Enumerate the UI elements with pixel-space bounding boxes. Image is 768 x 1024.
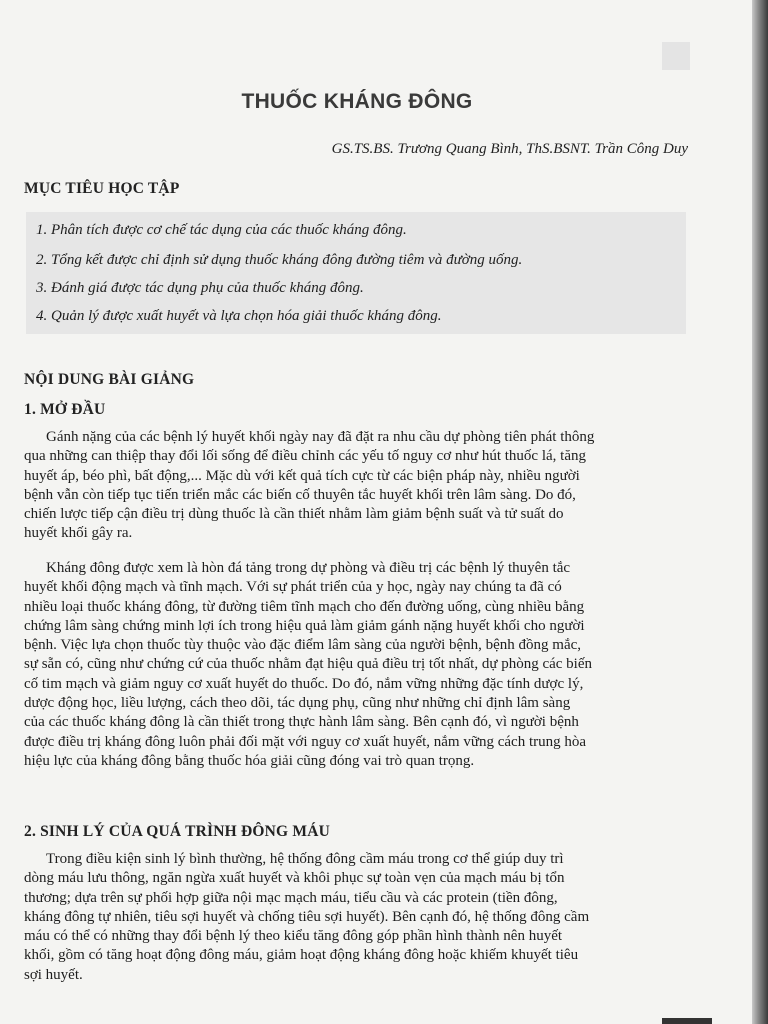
text-line: cố tim mạch và giảm nguy cơ xuất huyết do thuốc. Do đó, nắm vững những đặc tính dược lý,	[24, 675, 584, 692]
objective-item: 3. Đánh giá được tác dụng phụ của thuốc kháng đông.	[36, 280, 364, 296]
text-line: chứng lâm sàng chứng minh lợi ích trong hiệu quả làm giảm gánh nặng huyết khối cho người	[24, 617, 585, 634]
text-line: khối, gồm có tăng hoạt động đông máu, giảm hoạt động kháng đông hoặc khiếm khuyết tiêu	[24, 947, 579, 964]
objectives-heading: MỤC TIÊU HỌC TẬP	[24, 180, 180, 197]
page-corner-mark	[662, 42, 690, 70]
section-2-paragraph-1	[24, 850, 688, 985]
page-title: THUỐC KHÁNG ĐÔNG	[241, 90, 473, 113]
page-bottom-mark	[662, 1018, 712, 1024]
text-line: bệnh. Việc lựa chọn thuốc tùy thuộc vào đặc điểm lâm sàng của người bệnh, bệnh đồng mắc,	[24, 637, 582, 654]
section-1-paragraph-1	[24, 428, 688, 544]
objective-item: 2. Tổng kết được chỉ định sử dụng thuốc kháng đông đường tiêm và đường uống.	[36, 252, 523, 268]
section-2-heading: 2. SINH LÝ CỦA QUÁ TRÌNH ĐÔNG MÁU	[24, 823, 331, 840]
text-line: Kháng đông được xem là hòn đá tảng trong dự phòng và điều trị các bệnh lý thuyên tắc	[46, 560, 571, 576]
text-line: hiệu lực của kháng đông bằng thuốc hóa giải cũng đóng vai trò quan trọng.	[24, 752, 475, 769]
objective-item: 4. Quản lý được xuất huyết và lựa chọn hóa giải thuốc kháng đông.	[36, 308, 442, 324]
objective-item: 1. Phân tích được cơ chế tác dụng của các thuốc kháng đông.	[36, 222, 407, 238]
text-line: bệnh vẫn còn tiếp tục tiến triển mắc các biến cố thuyên tắc huyết khối trên lâm sàng. Do đó,	[24, 486, 576, 503]
text-line: thương; dựa trên sự phối hợp giữa nội mạc mạch máu, tiểu cầu và các protein (tiền đông,	[24, 889, 558, 906]
text-line: Gánh nặng của các bệnh lý huyết khối ngày nay đã đặt ra nhu cầu dự phòng tiên phát thông	[46, 429, 595, 445]
text-line: sự sẵn có, cũng như chứng cứ của thuốc nhằm đạt hiệu quả điều trị tốt nhất, dự phòng các biến	[24, 656, 593, 673]
text-line: qua những can thiệp thay đổi lối sống để điều chỉnh các yếu tố nguy cơ như hút thuốc lá, tăng	[24, 448, 586, 465]
book-spine-edge	[752, 0, 768, 1024]
text-line: kháng đông tự nhiên, tiêu sợi huyết và chống tiêu sợi huyết). Bên cạnh đó, hệ thống đông cầm	[24, 908, 590, 925]
objectives-box	[26, 212, 686, 334]
text-line: dòng máu lưu thông, ngăn ngừa xuất huyết và khôi phục sự toàn vẹn của mạch máu bị tổn	[24, 870, 565, 887]
text-line: máu có thể có những thay đổi bệnh lý theo kiểu tăng đông góp phần hình thành nên huyết	[24, 928, 563, 945]
text-line: chiến lược tiếp cận điều trị dùng thuốc là cần thiết nhằm làm giảm bệnh suất và tử suất do	[24, 506, 564, 523]
text-line: của các thuốc kháng đông là cần thiết trong thực hành lâm sàng. Bên cạnh đó, vì người bệnh	[24, 714, 579, 731]
text-line: sợi huyết.	[24, 966, 83, 983]
text-line: huyết khối gây ra.	[24, 525, 133, 542]
section-1-paragraph-2	[24, 559, 688, 771]
text-line: huyết khối động mạch và tĩnh mạch. Với sự phát triển của y học, ngày nay chúng ta đã có	[24, 579, 562, 596]
text-line: huyết áp, béo phì, bất động,... Mặc dù với kết quả tích cực từ các biện pháp này, nhiều người	[24, 467, 580, 484]
text-line: nhiều loại thuốc kháng đông, từ đường tiêm tĩnh mạch cho đến đường uống, cùng nhiều bằng	[24, 598, 585, 615]
text-line: được điều trị kháng đông luôn phải đối mặt với nguy cơ xuất huyết, nắm vững cách trung hòa	[24, 733, 587, 750]
text-line: Trong điều kiện sinh lý bình thường, hệ thống đông cầm máu trong cơ thể giúp duy trì	[46, 851, 564, 867]
section-1-heading: 1. MỞ ĐẦU	[24, 401, 106, 418]
content-heading: NỘI DUNG BÀI GIẢNG	[24, 371, 195, 388]
authors-line: GS.TS.BS. Trương Quang Bình, ThS.BSNT. Trần Công Duy	[331, 141, 688, 157]
text-line: dược động học, liều lượng, cách theo dõi, tác dụng phụ, cũng như những chỉ định lâm sàng	[24, 695, 571, 712]
